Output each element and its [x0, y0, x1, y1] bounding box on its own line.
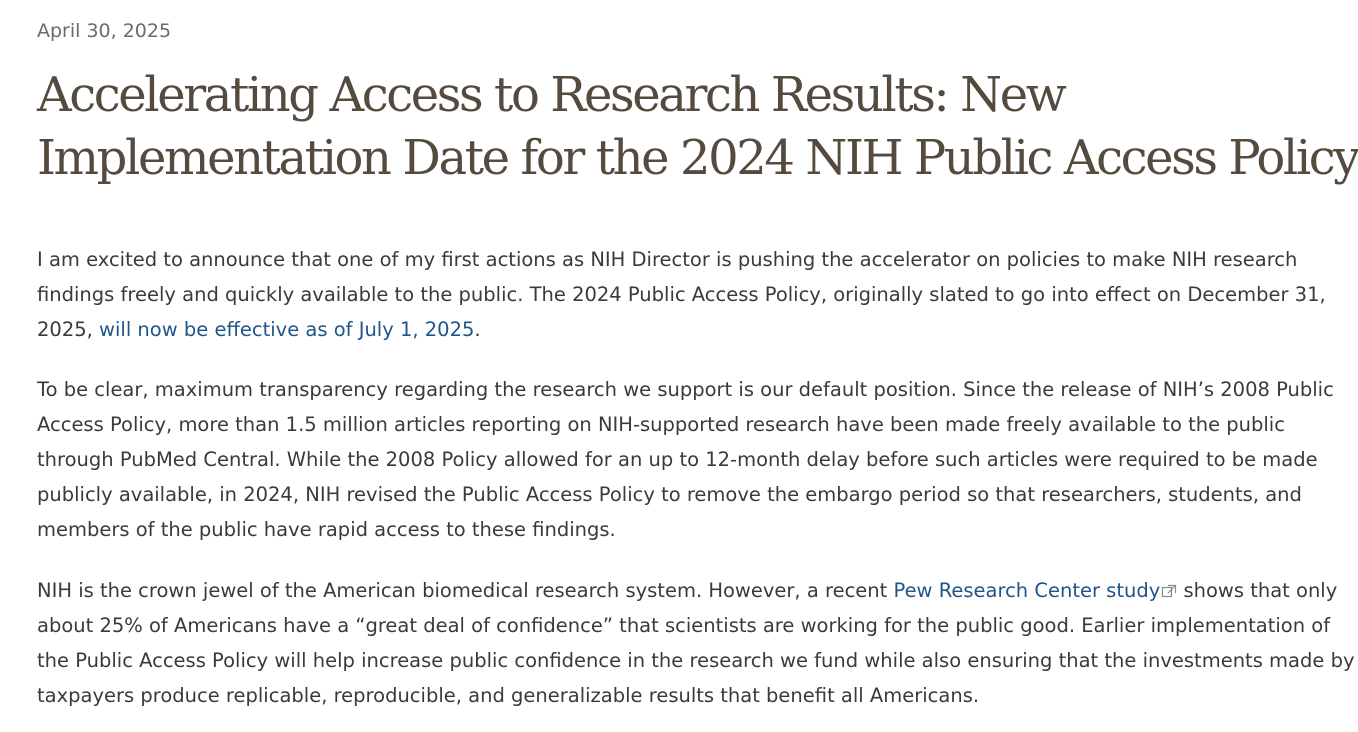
external-link-icon: [1161, 584, 1177, 598]
paragraph-line: about 25% of Americans have a “great deal of confidence” that scientists are working for the public good. Earlier implementation of: [37, 614, 1331, 637]
text-span: .: [474, 318, 481, 341]
paragraph-line: publicly available, in 2024, NIH revised the Public Access Policy to remove the embargo period so that researchers, students, and: [37, 483, 1302, 506]
pew-research-link[interactable]: [894, 579, 1178, 602]
paragraph-line: members of the public have rapid access to these findings.: [37, 518, 616, 541]
article-title-line: Implementation Date for the 2024 NIH Public Access Policy: [37, 130, 1358, 186]
paragraph-line: findings freely and quickly available to the public. The 2024 Public Access Policy, originally slated to go into effect on December 31,: [37, 283, 1326, 306]
paragraph-line: To be clear, maximum transparency regarding the research we support is our default position. Since the release of NIH’s 2008 Public: [37, 378, 1334, 401]
paragraph-line: through PubMed Central. While the 2008 Policy allowed for an up to 12-month delay before such articles were required to be made: [37, 448, 1318, 471]
paragraph-line: [37, 573, 1337, 608]
paragraph-line: I am excited to announce that one of my first actions as NIH Director is pushing the accelerator on policies to make NIH research: [37, 248, 1298, 271]
paragraph-line: taxpayers produce replicable, reproducible, and generalizable results that benefit all Americans.: [37, 684, 980, 707]
text-span: shows that only: [1177, 579, 1338, 602]
effective-date-link[interactable]: will now be effective as of July 1, 2025: [99, 318, 475, 341]
article-date: April 30, 2025: [37, 20, 172, 42]
text-span: 2025,: [37, 318, 100, 341]
paragraph-line: [37, 312, 481, 347]
text-span: NIH is the crown jewel of the American biomedical research system. However, a recent: [37, 579, 894, 602]
article-title-line: Accelerating Access to Research Results: New: [37, 67, 1065, 123]
paragraph-line: Access Policy, more than 1.5 million articles reporting on NIH-supported research have been made freely available to the public: [37, 413, 1285, 436]
pew-research-link-label: Pew Research Center study: [893, 579, 1161, 602]
article-title: [37, 64, 1358, 190]
paragraph-line: the Public Access Policy will help increase public confidence in the research we fund while also ensuring that the investments made by: [37, 649, 1355, 672]
